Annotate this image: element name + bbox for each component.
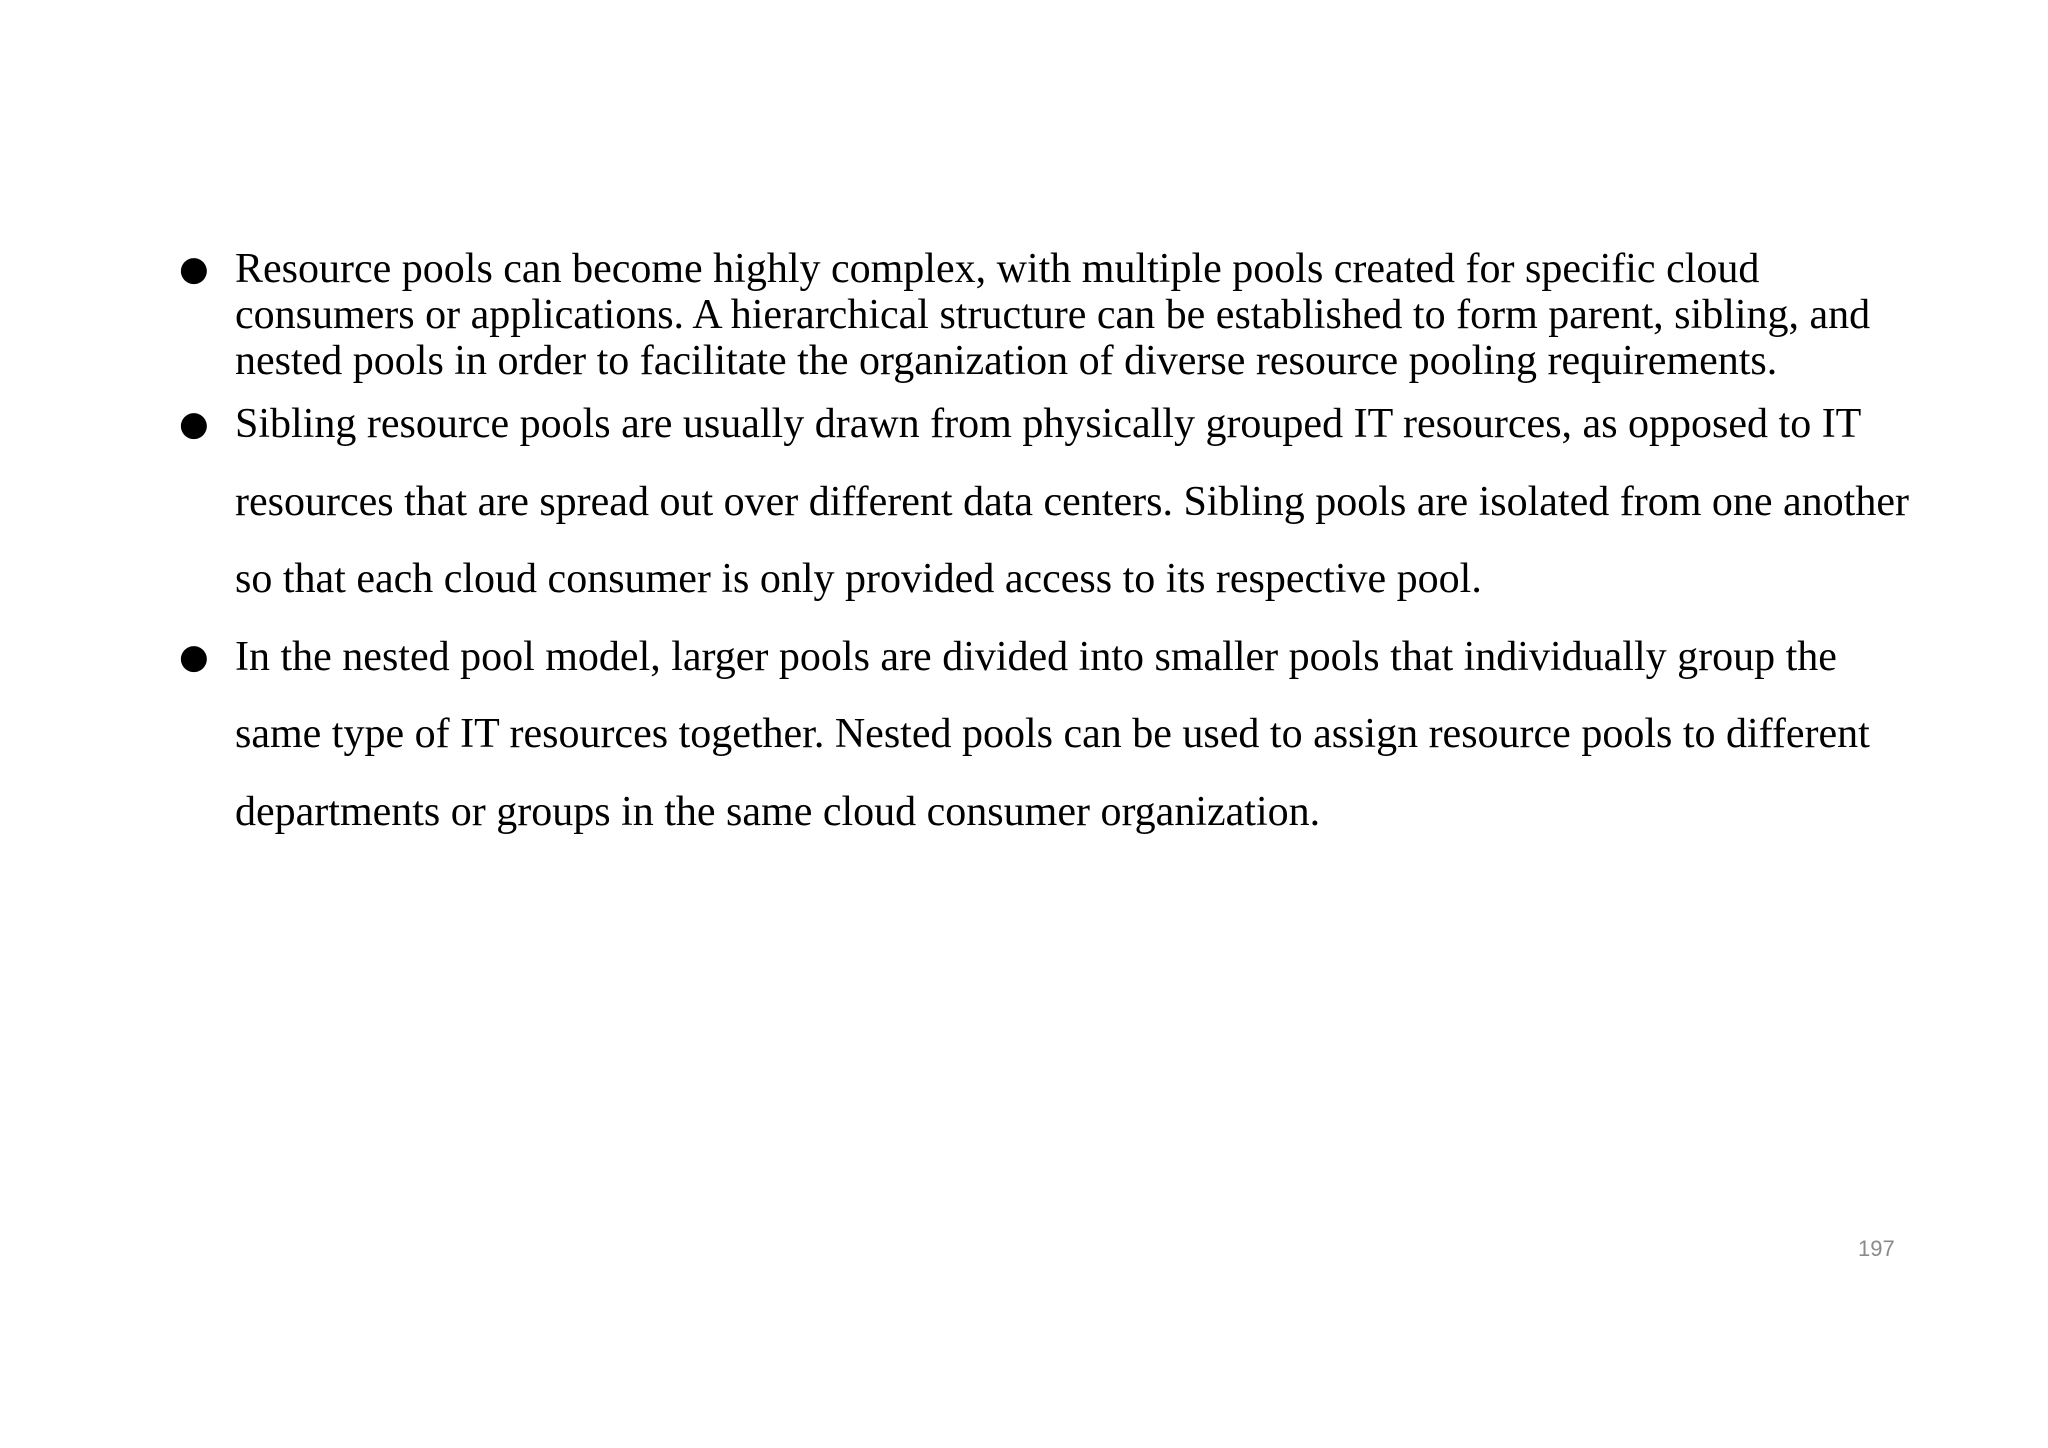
bullet-marker: ● — [179, 249, 209, 289]
bullet-list — [176, 246, 1926, 851]
bullet-text: Sibling resource pools are usually drawn from physically grouped IT resources, as opposed to IT resources that are spread out over different data centers. Sibling pools are isolated from one another so that each cloud consumer is only provided access to its respective pool. — [235, 401, 1909, 602]
bullet-item-resource-pools — [176, 246, 1926, 384]
bullet-marker: ● — [179, 404, 209, 444]
bullet-text: In the nested pool model, larger pools are divided into smaller pools that individually group the same type of IT resources together. Nested pools can be used to assign resource pools to different departments or groups in the same cloud consumer organization. — [235, 633, 1870, 835]
bullet-item-sibling-pools — [176, 386, 1926, 619]
page-number: 197 — [1858, 1236, 1895, 1261]
bullet-text: Resource pools can become highly complex, with multiple pools created for specific cloud consumers or applications. A hierarchical structure can be established to form parent, sibling, and nested pools in order to facilitate the organization of diverse resource pooling requirements. — [235, 246, 1871, 384]
bullet-item-nested-pools — [176, 619, 1926, 852]
bullet-marker: ● — [179, 636, 209, 677]
